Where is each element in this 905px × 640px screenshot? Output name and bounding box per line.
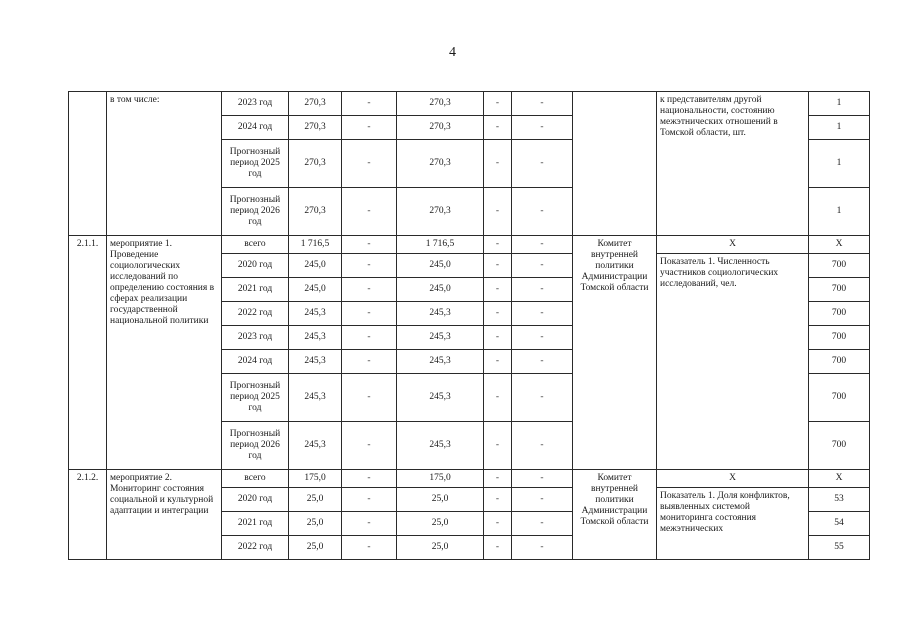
period-cell: 2021 год (222, 278, 289, 302)
indicator-value-cell: 1 (809, 140, 870, 188)
period-cell: 2023 год (222, 326, 289, 350)
amount-total-cell: 245,3 (289, 374, 342, 422)
period-cell: Прогнозный период 2025 год (222, 140, 289, 188)
period-cell: 2024 год (222, 116, 289, 140)
amount-regional-cell: 25,0 (397, 536, 484, 560)
program-table (68, 91, 870, 560)
period-cell: всего (222, 470, 289, 488)
amount-local-cell: - (484, 254, 512, 278)
indicator-value-cell: 700 (809, 254, 870, 278)
table-body (69, 92, 870, 560)
indicator-value-cell: X (809, 470, 870, 488)
period-cell: всего (222, 236, 289, 254)
indicator-cell: Показатель 1. Доля конфликтов, выявленных системой мониторинга состояния межэтнических (657, 488, 809, 560)
amount-regional-cell: 245,3 (397, 374, 484, 422)
amount-other-cell: - (512, 254, 573, 278)
amount-regional-cell: 245,0 (397, 254, 484, 278)
amount-federal-cell: - (342, 140, 397, 188)
amount-total-cell: 175,0 (289, 470, 342, 488)
indicator-cell: Показатель 1. Численность участников социологических исследований, чел. (657, 254, 809, 470)
amount-local-cell: - (484, 116, 512, 140)
item-number: 2.1.1. (69, 236, 107, 470)
amount-other-cell: - (512, 488, 573, 512)
indicator-value-cell: 700 (809, 302, 870, 326)
indicator-value-cell: 700 (809, 374, 870, 422)
amount-federal-cell: - (342, 326, 397, 350)
amount-regional-cell: 270,3 (397, 140, 484, 188)
amount-total-cell: 245,3 (289, 302, 342, 326)
amount-other-cell: - (512, 422, 573, 470)
amount-other-cell: - (512, 326, 573, 350)
indicator-value-cell: 700 (809, 326, 870, 350)
amount-total-cell: 270,3 (289, 188, 342, 236)
indicator-value-cell: 1 (809, 116, 870, 140)
indicator-title-cell: X (657, 236, 809, 254)
amount-other-cell: - (512, 302, 573, 326)
amount-other-cell: - (512, 512, 573, 536)
indicator-value-cell: 53 (809, 488, 870, 512)
amount-local-cell: - (484, 470, 512, 488)
amount-local-cell: - (484, 302, 512, 326)
amount-total-cell: 270,3 (289, 116, 342, 140)
period-cell: Прогнозный период 2025 год (222, 374, 289, 422)
indicator-value-cell: X (809, 236, 870, 254)
amount-total-cell: 25,0 (289, 512, 342, 536)
total-row (69, 470, 870, 488)
amount-local-cell: - (484, 326, 512, 350)
amount-local-cell: - (484, 374, 512, 422)
amount-regional-cell: 1 716,5 (397, 236, 484, 254)
amount-total-cell: 25,0 (289, 536, 342, 560)
amount-regional-cell: 245,0 (397, 278, 484, 302)
executor-cell: Комитет внутренней политики Администрации Томской области (573, 236, 657, 470)
amount-total-cell: 245,0 (289, 254, 342, 278)
page-number: 4 (449, 45, 456, 60)
table-row (69, 92, 870, 116)
period-cell: 2023 год (222, 92, 289, 116)
indicator-value-cell: 55 (809, 536, 870, 560)
period-cell: Прогнозный период 2026 год (222, 422, 289, 470)
amount-federal-cell: - (342, 374, 397, 422)
amount-regional-cell: 245,3 (397, 422, 484, 470)
amount-federal-cell: - (342, 116, 397, 140)
amount-regional-cell: 175,0 (397, 470, 484, 488)
amount-total-cell: 245,3 (289, 350, 342, 374)
amount-total-cell: 245,3 (289, 422, 342, 470)
indicator-value-cell: 700 (809, 350, 870, 374)
amount-other-cell: - (512, 278, 573, 302)
indicator-value-cell: 54 (809, 512, 870, 536)
amount-regional-cell: 245,3 (397, 350, 484, 374)
item-number (69, 92, 107, 236)
period-cell: Прогнозный период 2026 год (222, 188, 289, 236)
period-cell: 2022 год (222, 536, 289, 560)
amount-local-cell: - (484, 488, 512, 512)
amount-other-cell: - (512, 188, 573, 236)
amount-federal-cell: - (342, 422, 397, 470)
indicator-cell: к представителям другой национальности, состоянию межэтнических отношений в Томской области, шт. (657, 92, 809, 236)
amount-federal-cell: - (342, 278, 397, 302)
amount-total-cell: 1 716,5 (289, 236, 342, 254)
amount-other-cell: - (512, 116, 573, 140)
amount-regional-cell: 25,0 (397, 512, 484, 536)
amount-regional-cell: 270,3 (397, 116, 484, 140)
amount-local-cell: - (484, 422, 512, 470)
amount-regional-cell: 270,3 (397, 92, 484, 116)
amount-regional-cell: 245,3 (397, 326, 484, 350)
amount-local-cell: - (484, 140, 512, 188)
amount-regional-cell: 245,3 (397, 302, 484, 326)
item-name: мероприятие 2. Мониторинг состояния социальной и культурной адаптации и интеграции (107, 470, 222, 560)
amount-total-cell: 270,3 (289, 140, 342, 188)
amount-local-cell: - (484, 512, 512, 536)
amount-federal-cell: - (342, 188, 397, 236)
amount-other-cell: - (512, 536, 573, 560)
amount-total-cell: 270,3 (289, 92, 342, 116)
period-cell: 2024 год (222, 350, 289, 374)
amount-regional-cell: 25,0 (397, 488, 484, 512)
amount-federal-cell: - (342, 512, 397, 536)
period-cell: 2020 год (222, 254, 289, 278)
amount-federal-cell: - (342, 488, 397, 512)
executor-cell: Комитет внутренней политики Администрации Томской области (573, 470, 657, 560)
indicator-value-cell: 700 (809, 278, 870, 302)
amount-local-cell: - (484, 188, 512, 236)
total-row (69, 236, 870, 254)
amount-local-cell: - (484, 278, 512, 302)
amount-total-cell: 245,3 (289, 326, 342, 350)
item-name: мероприятие 1. Проведение социологических исследований по определению состояния в сферах реализации государственной национальной политики (107, 236, 222, 470)
amount-federal-cell: - (342, 92, 397, 116)
amount-other-cell: - (512, 470, 573, 488)
amount-regional-cell: 270,3 (397, 188, 484, 236)
period-cell: 2022 год (222, 302, 289, 326)
indicator-value-cell: 700 (809, 422, 870, 470)
amount-federal-cell: - (342, 302, 397, 326)
amount-local-cell: - (484, 92, 512, 116)
amount-total-cell: 25,0 (289, 488, 342, 512)
indicator-value-cell: 1 (809, 92, 870, 116)
amount-other-cell: - (512, 236, 573, 254)
amount-other-cell: - (512, 92, 573, 116)
amount-other-cell: - (512, 140, 573, 188)
amount-local-cell: - (484, 236, 512, 254)
amount-federal-cell: - (342, 350, 397, 374)
indicator-value-cell: 1 (809, 188, 870, 236)
amount-federal-cell: - (342, 470, 397, 488)
executor-cell (573, 92, 657, 236)
amount-federal-cell: - (342, 236, 397, 254)
period-cell: 2020 год (222, 488, 289, 512)
indicator-title-cell: X (657, 470, 809, 488)
amount-total-cell: 245,0 (289, 278, 342, 302)
amount-federal-cell: - (342, 254, 397, 278)
amount-other-cell: - (512, 374, 573, 422)
amount-local-cell: - (484, 536, 512, 560)
amount-local-cell: - (484, 350, 512, 374)
item-number: 2.1.2. (69, 470, 107, 560)
amount-other-cell: - (512, 350, 573, 374)
item-name: в том числе: (107, 92, 222, 236)
period-cell: 2021 год (222, 512, 289, 536)
amount-federal-cell: - (342, 536, 397, 560)
